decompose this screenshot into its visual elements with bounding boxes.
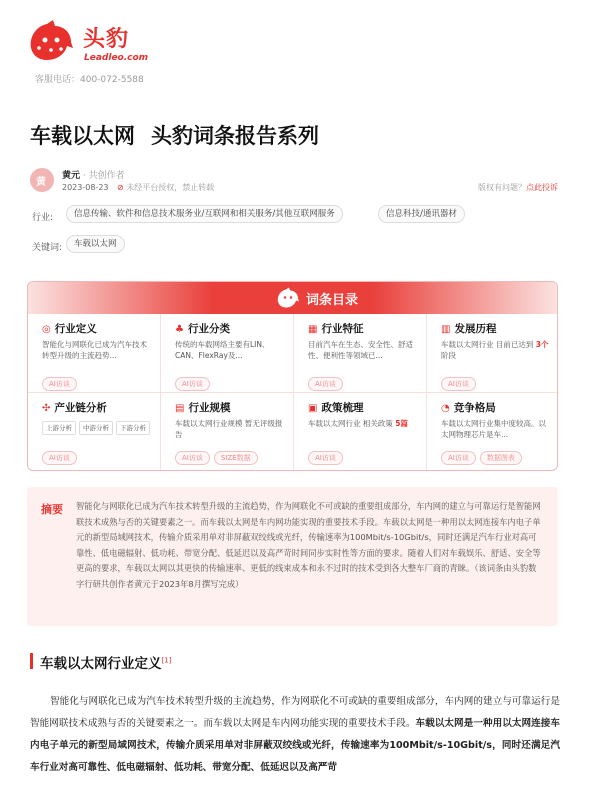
abstract-label: 摘要 bbox=[41, 503, 63, 516]
definition-icon: ◎ bbox=[42, 324, 51, 335]
size-data-pill[interactable]: SIZE数据 bbox=[214, 451, 258, 465]
toc-item-desc bbox=[441, 339, 551, 361]
toc-item-desc: 车载以太网行业规模 暂无评级报告 bbox=[175, 419, 283, 439]
section-title-text: 车载以太网行业定义 bbox=[40, 656, 162, 672]
publish-date: 2023-08-23 bbox=[62, 183, 109, 192]
toc-item-title: 行业规模 bbox=[188, 402, 231, 414]
abstract-text: 智能化与网联化已成为汽车技术转型升级的主流趋势，作为网联化不可或缺的重要组成部分，车内网的建立与可靠运行是智能网联技术成熟与否的关键要素之一。而车载以太网是车内网功能实现的重要技术手段。车载以太网是一种用以太网连接车内电子单元的新型局域网技术，传输介质采用单对非屏蔽双绞线或光纤，传输速率为100Mbit/s-10Gbit/s，同时还满足汽车行业对高可靠性、低电磁辐射、低功耗、带宽分配、低延迟以及高严苛时间同步实时性等方面的要求。随着人们对车载娱乐、舒适、安全等更高的要求，车载以太网以其更快的传输速率、更低的线束成本和永不过时的技术受到各大整车厂商的青睐。（该词条由头豹数字行研共创作者黄元于2023年8月撰写完成） bbox=[76, 501, 541, 589]
toc-title: 词条目录 bbox=[306, 293, 359, 308]
history-icon: ▥ bbox=[441, 324, 451, 335]
toc-item-policy[interactable] bbox=[294, 393, 426, 471]
copyright-warning-text: 未经平台授权，禁止转载 bbox=[126, 183, 215, 192]
toc-item-history[interactable] bbox=[427, 314, 558, 392]
toc-item-desc: 目前汽车在生态、安全性、舒适性、便利性等领域已... bbox=[308, 340, 413, 360]
chain-step[interactable]: 下游分析 bbox=[116, 421, 150, 435]
ai-interview-pill[interactable]: AI访谈 bbox=[175, 451, 210, 465]
author-info bbox=[62, 168, 125, 181]
toc-item-classification[interactable] bbox=[161, 314, 293, 392]
toc-header bbox=[28, 282, 557, 314]
section-marker bbox=[30, 653, 33, 669]
toc-item-definition[interactable] bbox=[28, 314, 160, 392]
body-bold: 车载以太网是一种用以太网连接车内电子单元的新型局域网技术，传输介质采用单对非屏蔽双绞线或光纤，传输速率为100Mbit/s-10Gbit/s，同时还满足汽车行业对高可靠性、低电磁辐射、低功耗、带宽分配、低延迟以及高严苛 bbox=[30, 718, 561, 773]
scale-icon: ▤ bbox=[175, 403, 185, 414]
author-name[interactable]: 黄元 bbox=[62, 171, 81, 181]
classification-icon: ♣ bbox=[175, 324, 184, 335]
report-prefix: 版权有问题？ bbox=[478, 183, 526, 192]
page-title bbox=[30, 120, 319, 150]
avatar[interactable] bbox=[30, 168, 54, 192]
stage-count: 3个 bbox=[535, 340, 549, 349]
toc-item-title: 发展历程 bbox=[454, 323, 497, 335]
reference-mark[interactable]: [1] bbox=[161, 656, 172, 665]
toc-item-competition[interactable] bbox=[427, 393, 558, 471]
ai-interview-pill[interactable]: AI访谈 bbox=[175, 377, 210, 391]
policy-icon: ▣ bbox=[308, 403, 318, 414]
keyword-tag[interactable]: 车载以太网 bbox=[66, 235, 125, 253]
section-title bbox=[40, 652, 171, 672]
toc-item-title: 政策梳理 bbox=[321, 402, 364, 414]
toc-item-title: 竞争格局 bbox=[453, 402, 496, 414]
avatar-initial: 黄 bbox=[36, 177, 46, 188]
body-normal: 智能化与网联化已成为汽车技术转型升级的主流趋势，作为网联化不可或缺的重要组成部分，车内网的建立与可靠运行是智能网联技术成熟与否的关键要素之一。而车载以太网是车内网功能实现的重要技术手段。 bbox=[30, 696, 560, 729]
toc-item-desc: 智能化与网联化已成为汽车技术转型升级的主流趋势... bbox=[42, 340, 147, 360]
publish-meta bbox=[62, 182, 214, 193]
toc-item-chain[interactable] bbox=[28, 393, 160, 471]
chain-step[interactable]: 中游分析 bbox=[79, 421, 113, 435]
toc-item-desc bbox=[308, 418, 418, 429]
brand-name: 头豹 bbox=[83, 27, 130, 52]
leopard-logo-icon bbox=[27, 18, 75, 64]
title-main: 车载以太网 bbox=[30, 124, 135, 148]
competition-icon: ◔ bbox=[441, 403, 450, 414]
toc-item-title: 行业定义 bbox=[54, 323, 97, 335]
toc-item-features[interactable] bbox=[294, 314, 426, 392]
toc-item-title: 产业链分析 bbox=[54, 402, 107, 414]
ai-interview-pill[interactable]: AI访谈 bbox=[308, 451, 343, 465]
author-role: · 共创作者 bbox=[82, 171, 125, 181]
section-body bbox=[30, 691, 560, 779]
ai-interview-pill[interactable]: AI访谈 bbox=[42, 377, 77, 391]
toc-item-title: 行业分类 bbox=[187, 323, 230, 335]
desc-text: 车载以太网行业 目前已达到 bbox=[441, 340, 536, 349]
feature-icon: ▦ bbox=[308, 324, 318, 335]
leopard-logo-icon bbox=[276, 286, 300, 310]
chain-steps bbox=[42, 415, 153, 435]
title-series: 头豹词条报告系列 bbox=[151, 124, 319, 148]
report-link[interactable]: 点此投诉 bbox=[526, 183, 558, 192]
copyright-report bbox=[478, 182, 558, 193]
data-chart-pill[interactable]: 数据图表 bbox=[480, 451, 522, 465]
industry-tag[interactable]: 信息传输、软件和信息技术服务业/互联网和相关服务/其他互联网服务 bbox=[66, 205, 343, 223]
toc-item-title: 行业特征 bbox=[321, 323, 364, 335]
brand-url: Leadleo.com bbox=[84, 53, 149, 63]
service-phone: 客服电话：400-072-5588 bbox=[35, 75, 144, 85]
ai-interview-pill[interactable]: AI访谈 bbox=[441, 377, 476, 391]
policy-count: 5篇 bbox=[395, 419, 408, 428]
abstract-box bbox=[27, 487, 558, 626]
toc-item-desc: 车载以太网行业集中度较高。以太网物理芯片是车... bbox=[441, 419, 546, 439]
keywords-label: 关键词: bbox=[32, 243, 63, 253]
ai-interview-pill[interactable]: AI访谈 bbox=[42, 451, 77, 465]
toc-item-scale[interactable] bbox=[161, 393, 293, 471]
toc-item-desc: 传统的车载网络主要有LIN、CAN、FlexRay及... bbox=[175, 340, 270, 360]
desc-text: 车载以太网行业 相关政策 bbox=[308, 419, 396, 428]
ai-interview-pill[interactable]: AI访谈 bbox=[441, 451, 476, 465]
copyright-warning bbox=[117, 183, 214, 192]
chain-step[interactable]: 上游分析 bbox=[42, 421, 76, 435]
toc-panel bbox=[27, 281, 558, 471]
industry-label: 行业: bbox=[32, 213, 54, 223]
desc-text: 阶段 bbox=[441, 351, 456, 360]
no-entry-icon: ⊘ bbox=[117, 183, 124, 192]
chain-icon: ✣ bbox=[42, 403, 51, 414]
industry-tag[interactable]: 信息科技/通讯器材 bbox=[378, 205, 465, 223]
ai-interview-pill[interactable]: AI访谈 bbox=[308, 377, 343, 391]
